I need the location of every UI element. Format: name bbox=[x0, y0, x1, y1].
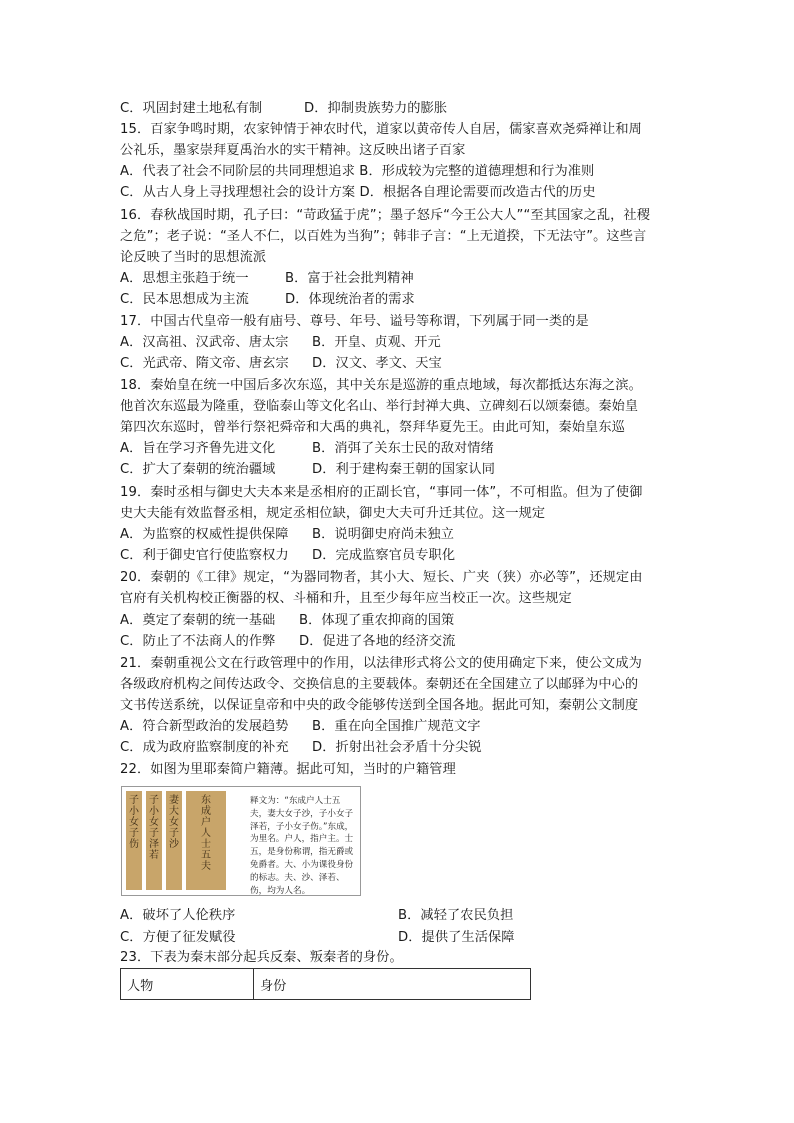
q22-stem: 22．如图为里耶秦简户籍薄。据此可知，当时的户籍管理 bbox=[120, 762, 456, 777]
q17-options-ab: A．汉高祖、汉武帝、唐太宗 B．开皇、贞观、开元 bbox=[120, 335, 441, 350]
q21-stem: 文书传送系统，以保证皇帝和中央的政令能够传送到全国各地。据此可知，秦朝公文制度 bbox=[120, 698, 639, 713]
q22-options-ab: A．破坏了人伦秩序 B．减轻了农民负担 bbox=[120, 908, 514, 923]
q16-stem: 之危”；老子说：“圣人不仁，以百姓为当狗”；韩非子言：“上无道揆，下无法守”。这些言 bbox=[120, 229, 647, 244]
table-row bbox=[121, 969, 531, 1000]
q19-options-ab: A．为监察的权威性提供保障 B．说明御史府尚未独立 bbox=[120, 527, 455, 542]
q20-options-cd: C．防止了不法商人的作弊 D．促进了各地的经济交流 bbox=[120, 634, 456, 649]
q17-stem: 17．中国古代皇帝一般有庙号、尊号、年号、谥号等称谓，下列属于同一类的是 bbox=[120, 314, 589, 329]
q17-options-cd: C．光武帝、隋文帝、唐玄宗 D．汉文、孝文、天宝 bbox=[120, 356, 442, 371]
bamboo-slip: 东 成 户 人 士 五 夫 bbox=[186, 791, 226, 890]
q15-options-ab: A．代表了社会不同阶层的共同理想追求 B．形成较为完整的道德理想和行为准则 bbox=[120, 164, 595, 179]
q23-table bbox=[120, 968, 531, 1000]
q16-stem: 论反映了当时的思想流派 bbox=[120, 250, 267, 265]
q18-stem: 他首次东巡最为隆重，登临泰山等文化名山、举行封禅大典、立碑刻石以颂秦德。秦始皇 bbox=[120, 399, 639, 414]
q21-stem: 各级政府机构之间传达政令、交换信息的主要载体。秦朝还在全国建立了以邮驿为中心的 bbox=[120, 677, 639, 692]
q19-stem: 19．秦时丞相与御史大夫本来是丞相府的正副长官，“事同一体”，不可相监。但为了使御 bbox=[120, 485, 643, 500]
q20-options-ab: A．奠定了秦朝的统一基础 B．体现了重农抑商的国策 bbox=[120, 613, 455, 628]
q14-options-cd: C．巩固封建土地私有制 D．抑制贵族势力的膨胀 bbox=[120, 101, 448, 116]
figure-explanation: 释文为：“东成户人士五夫，妻大女子沙，子小女子泽若，子小女子伤。”东成，为里名。户人，指户主。士五，是身份称谓，指无爵或免爵者。大、小为课役身份的标志。夫、沙、泽若、伤，均为人名。 bbox=[250, 796, 354, 896]
q16-options-cd: C．民本思想成为主流 D．体现统治者的需求 bbox=[120, 292, 415, 307]
q20-stem: 官府有关机构校正衡器的权、斗桶和升，且至少每年应当校正一次。这些规定 bbox=[120, 591, 572, 606]
q18-options-ab: A．旨在学习齐鲁先进文化 B．消弭了关东士民的敌对情绪 bbox=[120, 441, 494, 456]
q18-stem: 18．秦始皇在统一中国后多次东巡，其中关东是巡游的重点地域，每次都抵达东海之滨。 bbox=[120, 378, 642, 393]
bamboo-slip-figure bbox=[121, 786, 361, 896]
q20-stem: 20．秦朝的《工律》规定，“为器同物者，其小大、短长、广夹（狭）亦必等”，还规定由 bbox=[120, 570, 643, 585]
q18-options-cd: C．扩大了秦朝的统治疆域 D．利于建构秦王朝的国家认同 bbox=[120, 462, 495, 477]
q21-options-ab: A．符合新型政治的发展趋势 B．重在向全国推广规范文字 bbox=[120, 719, 481, 734]
q22-options-cd: C．方便了征发赋役 D．提供了生活保障 bbox=[120, 930, 515, 945]
q19-options-cd: C．利于御史官行使监察权力 D．完成监察官员专职化 bbox=[120, 548, 456, 563]
table-header-identity: 身份 bbox=[254, 969, 531, 1000]
bamboo-slip: 子 小 女 子 泽 若 bbox=[146, 791, 162, 890]
table-header-person: 人物 bbox=[121, 969, 254, 1000]
q16-stem: 16．春秋战国时期，孔子曰：“苛政猛于虎”；墨子怒斥“今王公大人”“至其国家之乱，社稷 bbox=[120, 208, 650, 223]
q18-stem: 第四次东巡时，曾举行祭祀舜帝和大禹的典礼，祭拜华夏先王。由此可知，秦始皇东巡 bbox=[120, 420, 625, 435]
q15-stem: 公礼乐，墨家崇拜夏禹治水的实干精神。这反映出诸子百家 bbox=[120, 143, 466, 158]
bamboo-slip: 妻 大 女 子 沙 bbox=[166, 791, 182, 890]
bamboo-slip: 子 小 女 子 伤 bbox=[126, 791, 142, 890]
q19-stem: 史大夫能有效监督丞相，规定丞相位缺，御史大夫可升迁其位。这一规定 bbox=[120, 506, 546, 521]
q15-options-cd: C．从古人身上寻找理想社会的设计方案 D．根据各自理论需要而改造古代的历史 bbox=[120, 185, 596, 200]
q16-options-ab: A．思想主张趋于统一 B．富于社会批判精神 bbox=[120, 271, 414, 286]
q21-stem: 21．秦朝重视公文在行政管理中的作用，以法律形式将公文的使用确定下来，使公文成为 bbox=[120, 656, 642, 671]
q15-stem: 15．百家争鸣时期，农家钟情于神农时代，道家以黄帝传人自居，儒家喜欢尧舜禅让和周 bbox=[120, 122, 642, 137]
q21-options-cd: C．成为政府监察制度的补充 D．折射出社会矛盾十分尖锐 bbox=[120, 740, 482, 755]
q23-stem: 23．下表为秦末部分起兵反秦、叛秦者的身份。 bbox=[120, 950, 403, 965]
